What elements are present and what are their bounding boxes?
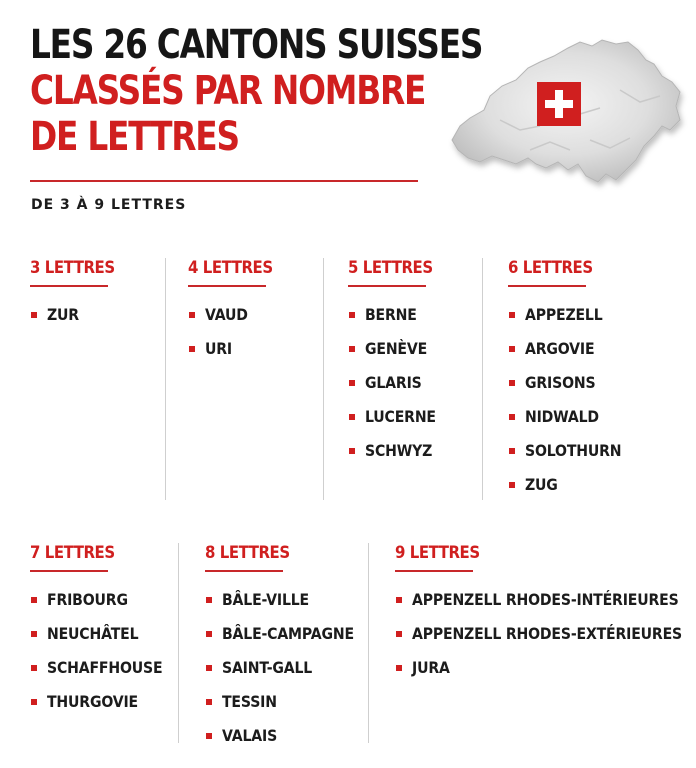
group-heading-underline xyxy=(30,285,108,287)
canton-item: APPEZELL xyxy=(525,305,603,324)
list-bullet xyxy=(509,380,515,386)
list-bullet xyxy=(206,699,212,705)
swiss-flag-icon xyxy=(537,82,581,126)
canton-item: BERNE xyxy=(365,305,417,324)
column-separator xyxy=(323,258,324,500)
canton-item: URI xyxy=(205,339,232,358)
list-bullet xyxy=(509,482,515,488)
list-bullet xyxy=(396,631,402,637)
group-heading: 8 LETTRES xyxy=(205,543,290,563)
canton-item: BÂLE-VILLE xyxy=(222,590,309,609)
list-bullet xyxy=(206,733,212,739)
title-line-2: CLASSÉS PAR NOMBRE xyxy=(30,68,426,114)
canton-item: ZUR xyxy=(47,305,79,324)
group-heading: 3 LETTRES xyxy=(30,258,115,278)
canton-item: JURA xyxy=(412,658,450,677)
canton-item: VAUD xyxy=(205,305,248,324)
list-bullet xyxy=(509,312,515,318)
group-heading-underline xyxy=(205,570,283,572)
list-bullet xyxy=(349,380,355,386)
group-heading: 6 LETTRES xyxy=(508,258,593,278)
list-bullet xyxy=(31,665,37,671)
list-bullet xyxy=(206,665,212,671)
list-bullet xyxy=(31,699,37,705)
column-separator xyxy=(165,258,166,500)
canton-item: SCHWYZ xyxy=(365,441,433,460)
column-separator xyxy=(482,258,483,500)
canton-item: SAINT-GALL xyxy=(222,658,313,677)
list-bullet xyxy=(349,414,355,420)
group-heading-underline xyxy=(508,285,586,287)
canton-item: APPENZELL RHODES-EXTÉRIEURES xyxy=(412,624,683,643)
list-bullet xyxy=(396,597,402,603)
canton-item: VALAIS xyxy=(222,726,278,745)
group-heading: 4 LETTRES xyxy=(188,258,273,278)
list-bullet xyxy=(349,448,355,454)
canton-item: GRISONS xyxy=(525,373,596,392)
list-bullet xyxy=(509,448,515,454)
switzerland-map-icon xyxy=(440,30,690,195)
list-bullet xyxy=(396,665,402,671)
title-line-1: LES 26 CANTONS SUISSES xyxy=(30,22,483,68)
canton-item: LUCERNE xyxy=(365,407,436,426)
list-bullet xyxy=(509,346,515,352)
subtitle: DE 3 À 9 LETTRES xyxy=(31,197,187,213)
group-heading: 9 LETTRES xyxy=(395,543,480,563)
list-bullet xyxy=(206,631,212,637)
group-heading-underline xyxy=(395,570,473,572)
canton-item: GENÈVE xyxy=(365,339,428,358)
list-bullet xyxy=(349,312,355,318)
canton-item: SOLOTHURN xyxy=(525,441,622,460)
list-bullet xyxy=(206,597,212,603)
list-bullet xyxy=(31,312,37,318)
column-separator xyxy=(368,543,369,743)
column-separator xyxy=(178,543,179,743)
group-heading-underline xyxy=(348,285,426,287)
canton-item: APPENZELL RHODES-INTÉRIEURES xyxy=(412,590,679,609)
list-bullet xyxy=(509,414,515,420)
group-heading: 7 LETTRES xyxy=(30,543,115,563)
page-title xyxy=(30,22,482,160)
canton-item: GLARIS xyxy=(365,373,422,392)
list-bullet xyxy=(349,346,355,352)
canton-item: ZUG xyxy=(525,475,558,494)
list-bullet xyxy=(189,312,195,318)
title-line-3: DE LETTRES xyxy=(30,114,239,160)
title-underline xyxy=(30,180,418,182)
list-bullet xyxy=(31,631,37,637)
canton-item: TESSIN xyxy=(222,692,277,711)
canton-item: ARGOVIE xyxy=(525,339,595,358)
canton-item: BÂLE-CAMPAGNE xyxy=(222,624,354,643)
canton-item: THURGOVIE xyxy=(47,692,138,711)
canton-item: SCHAFFHOUSE xyxy=(47,658,163,677)
list-bullet xyxy=(189,346,195,352)
canton-item: NEUCHÂTEL xyxy=(47,624,139,643)
list-bullet xyxy=(31,597,37,603)
group-heading-underline xyxy=(188,285,266,287)
group-heading-underline xyxy=(30,570,108,572)
canton-item: FRIBOURG xyxy=(47,590,128,609)
group-heading: 5 LETTRES xyxy=(348,258,433,278)
canton-item: NIDWALD xyxy=(525,407,599,426)
